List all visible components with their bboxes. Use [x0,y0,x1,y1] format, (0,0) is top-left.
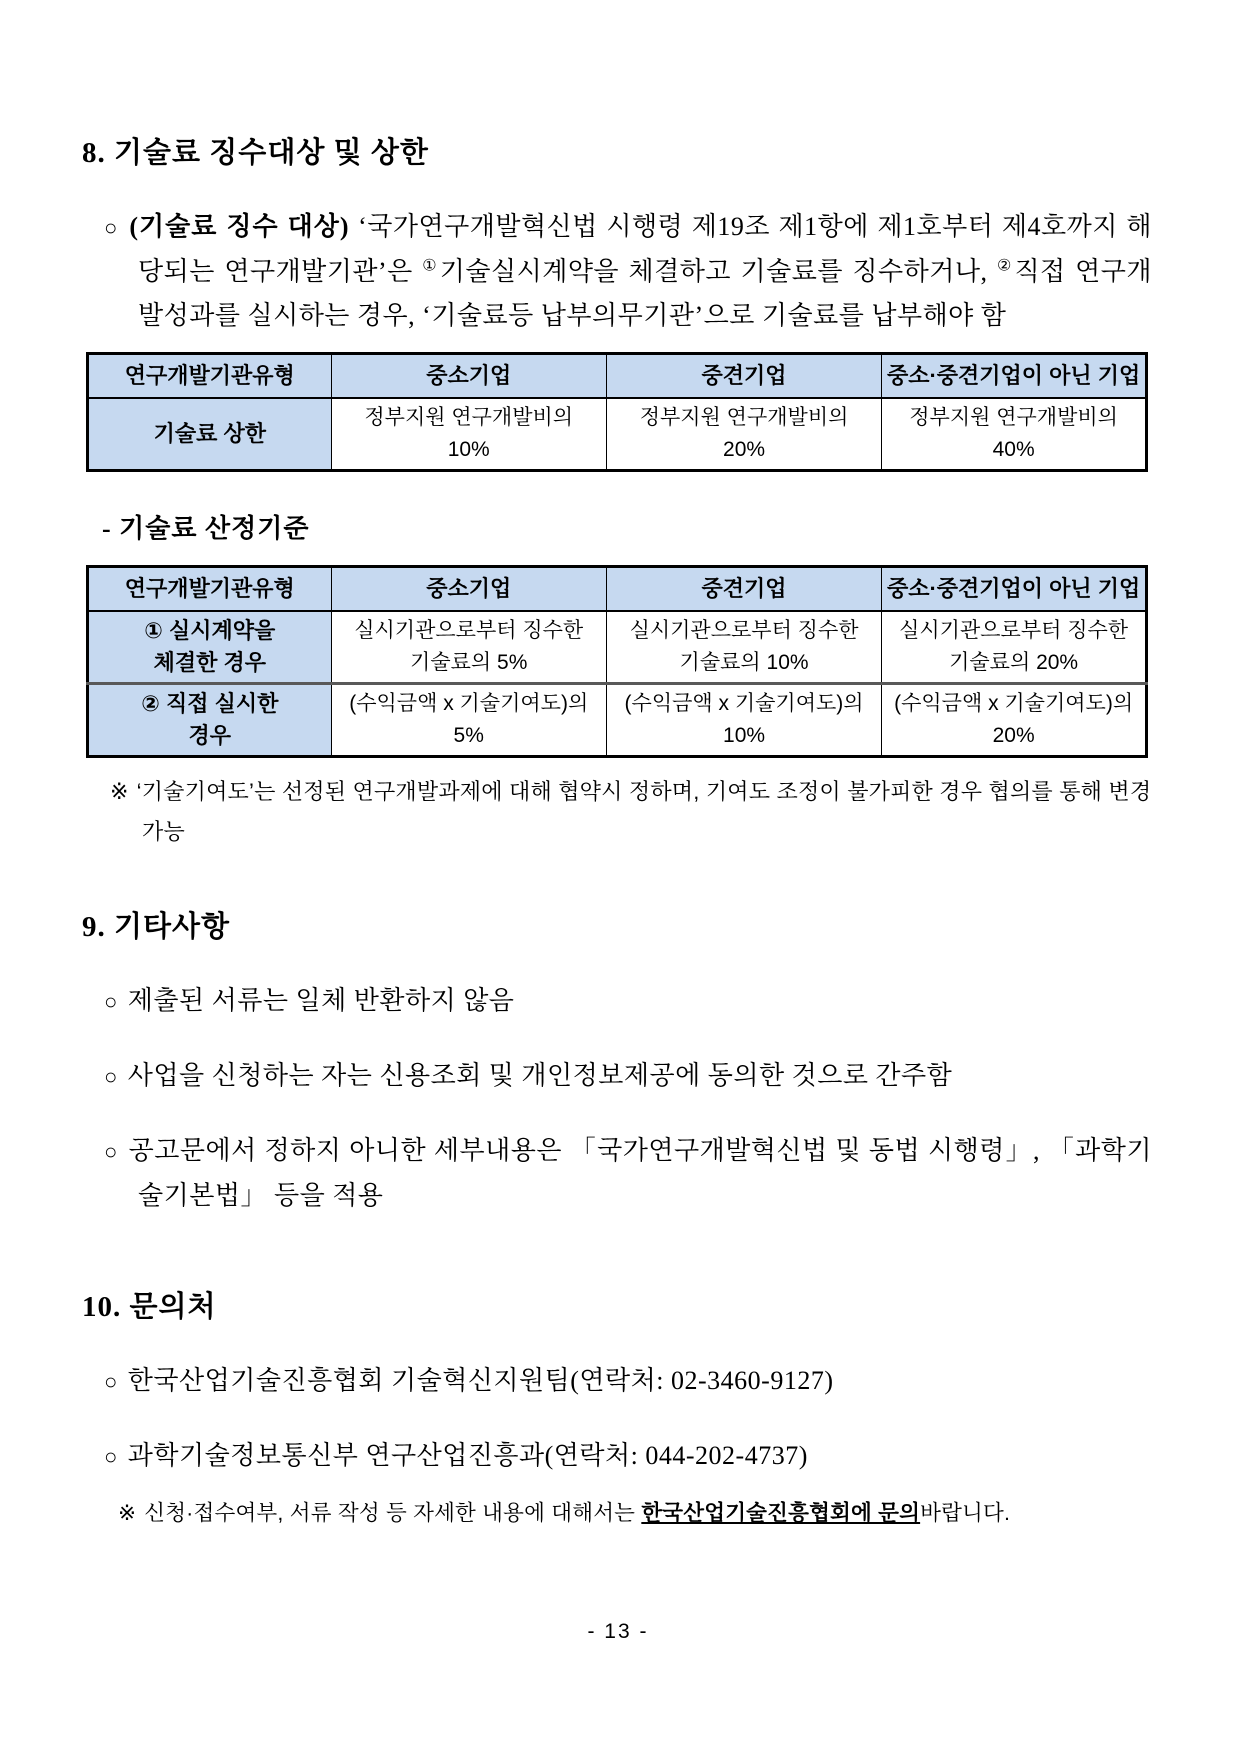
bullet-text: 사업을 신청하는 자는 신용조회 및 개인정보제공에 동의한 것으로 간주함 [127,1061,953,1090]
cell-other [882,398,1147,471]
cell-sme [331,684,606,757]
cell-text: (수익금액 x 기술기여도)의 [894,692,1134,715]
circle-bullet-marker: ○ [104,1139,119,1164]
row-label-line: ① 실시계약을 [144,618,276,643]
cell-value: 10% [447,438,490,461]
paragraph-seg1: ‘국가연구개발혁신법 시행령 제19조 제1항에 제1호부터 제4호까지 해당되는 연구개발기관’은 [138,212,1152,286]
circle-bullet-marker: ○ [104,989,118,1014]
circled-one-marker: ① [422,257,440,275]
cell-text: 정부지원 연구개발비의 [639,406,849,429]
section9-bullet-2 [104,1054,1152,1099]
section9-bullet-1 [104,979,1152,1024]
header-other: 중소·중견기업이 아닌 기업 [882,567,1147,612]
table-header-row [88,567,1147,612]
reference-mark: ※ [118,1501,137,1525]
section10-title: 10. 문의처 [82,1291,217,1323]
header-sme: 중소기업 [331,354,606,399]
row-label-line: 체결한 경우 [153,650,266,675]
cell-value: 40% [992,438,1035,461]
tech-contribution-note [110,772,1152,852]
paragraph-bold-lead: (기술료 징수 대상) [129,212,350,241]
bullet-text: 공고문에서 정하지 아니한 세부내용은 「국가연구개발혁신법 및 동법 시행령」, 「과학기술기본법」 등을 적용 [128,1136,1152,1210]
section10-bullet-1 [104,1359,1152,1404]
cell-text: 실시기관으로부터 징수한 [899,619,1129,642]
cell-text: (수익금액 x 기술기여도)의 [349,692,589,715]
fee-calculation-table [86,565,1148,758]
circle-bullet-marker: ○ [104,215,120,240]
header-sme: 중소기업 [331,567,606,612]
cell-text: (수익금액 x 기술기여도)의 [624,692,864,715]
table-row-license-contract [88,611,1147,684]
row-label-license-contract [88,611,332,684]
section10-bullet-2 [104,1434,1152,1479]
row-label-line: ② 직접 실시한 [141,691,279,716]
cell-midsize [606,684,881,757]
cell-midsize [606,611,881,684]
header-midsize: 중견기업 [606,354,881,399]
paragraph-seg3: 직접 연구개발성과를 실시하는 경우, ‘기술료등 납부의무기관’으로 기술료를 납부해야 함 [138,257,1153,330]
cell-value: 5% [453,724,484,747]
fee-ceiling-table [86,352,1148,472]
table-header-row [88,354,1147,399]
note-emphasis: 한국산업기술진흥협회에 문의 [641,1501,921,1525]
contact-koita: 한국산업기술진흥협회 기술혁신지원팀(연락처: 02-3460-9127) [127,1366,834,1395]
section9-title: 9. 기타사항 [82,911,231,943]
row-label-direct-use [88,684,332,757]
row-label-fee-ceiling: 기술료 상한 [88,398,332,471]
cell-value: 기술료의 10% [679,651,809,674]
circle-bullet-marker: ○ [104,1369,118,1394]
contact-msit: 과학기술정보통신부 연구산업진흥과(연락처: 044-202-4737) [127,1441,808,1470]
section8-title: 8. 기술료 징수대상 및 상한 [82,137,429,169]
circle-bullet-marker: ○ [104,1064,118,1089]
cell-value: 20% [723,438,766,461]
cell-value: 10% [723,724,766,747]
circled-two-marker: ② [997,257,1015,275]
section8-paragraph [104,205,1152,338]
page-number: - 13 - [587,1620,649,1643]
cell-sme [331,611,606,684]
table-row [88,398,1147,471]
cell-other [882,611,1147,684]
cell-text: 실시기관으로부터 징수한 [629,619,859,642]
paragraph-seg2: 기술실시계약을 체결하고 기술료를 징수하거나, [439,257,997,286]
cell-value: 기술료의 5% [410,651,528,674]
cell-text: 실시기관으로부터 징수한 [354,619,584,642]
header-other: 중소·중견기업이 아닌 기업 [882,354,1147,399]
cell-other [882,684,1147,757]
note-prefix: 신청·접수여부, 서류 작성 등 자세한 내용에 대해서는 [144,1501,642,1525]
header-org-type: 연구개발기관유형 [88,567,332,612]
header-midsize: 중견기업 [606,567,881,612]
circle-bullet-marker: ○ [104,1444,118,1469]
table-row-direct-use [88,684,1147,757]
fee-calculation-subheading: - 기술료 산정기준 [102,514,310,543]
cell-value: 기술료의 20% [949,651,1079,674]
cell-midsize [606,398,881,471]
cell-value: 20% [992,724,1035,747]
note-suffix: 바랍니다. [920,1501,1011,1525]
cell-sme [331,398,606,471]
section9-bullet-3 [104,1129,1152,1218]
header-org-type: 연구개발기관유형 [88,354,332,399]
row-label-line: 경우 [188,723,232,748]
bullet-text: 제출된 서류는 일체 반환하지 않음 [127,986,515,1015]
inquiry-note [118,1493,1152,1533]
note-text: ‘기술기여도’는 선정된 연구개발과제에 대해 협약시 정하며, 기여도 조정이 불가피한 경우 협의를 통해 변경 가능 [136,779,1152,844]
cell-text: 정부지원 연구개발비의 [909,406,1118,429]
reference-mark: ※ [110,779,129,804]
cell-text: 정부지원 연구개발비의 [364,406,574,429]
